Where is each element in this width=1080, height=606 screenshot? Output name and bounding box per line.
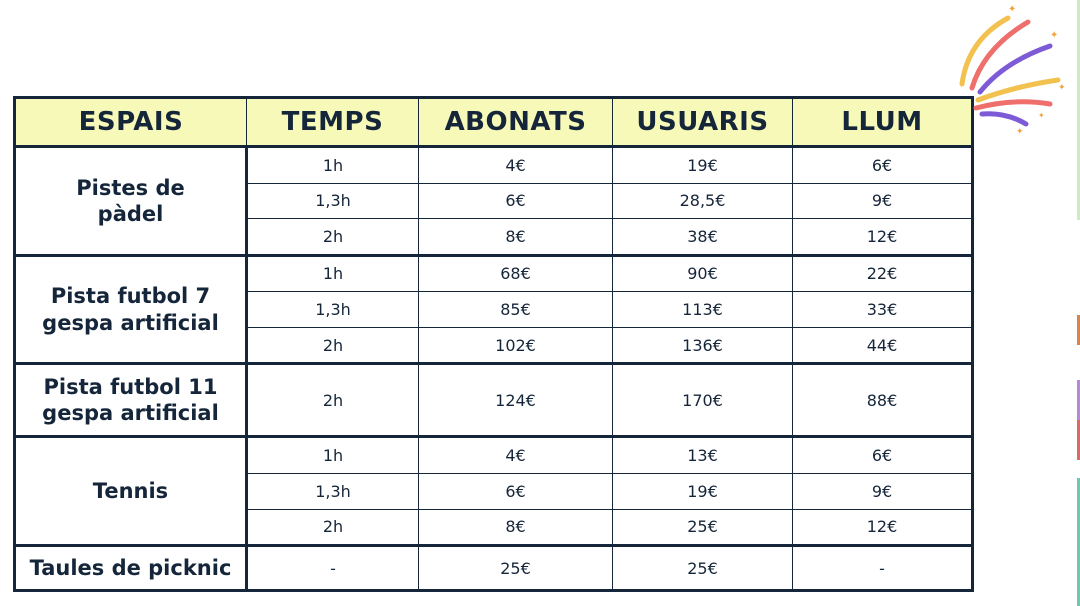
space-name: [15, 147, 247, 256]
cell-abonats: 8€: [419, 219, 613, 256]
table-row: [15, 364, 973, 437]
cell-temps: 2h: [247, 364, 419, 437]
header-usuaris: USUARIS: [613, 98, 793, 147]
space-name: [15, 364, 247, 437]
cell-usuaris: 170€: [613, 364, 793, 437]
cell-temps: 2h: [247, 327, 419, 364]
cell-llum: 12€: [793, 509, 973, 546]
header-espais: ESPAIS: [15, 98, 247, 147]
table-row: [15, 255, 973, 292]
space-name-line: gespa artificial: [42, 401, 219, 426]
space-name-line: gespa artificial: [42, 310, 219, 335]
cell-usuaris: 25€: [613, 509, 793, 546]
svg-text:✦: ✦: [1050, 30, 1059, 41]
cell-llum: 88€: [793, 364, 973, 437]
cell-usuaris: 113€: [613, 292, 793, 328]
space-name-line: Pista futbol 7: [50, 284, 211, 309]
cell-usuaris: 25€: [613, 546, 793, 591]
space-name: [15, 546, 247, 591]
header-llum: LLUM: [793, 98, 973, 147]
cell-temps: 1,3h: [247, 183, 419, 219]
table-row: [15, 147, 973, 184]
space-name-line: Tennis: [92, 479, 169, 504]
cell-abonats: 6€: [419, 183, 613, 219]
space-name-line: Pistes de: [76, 175, 185, 200]
table-row: [15, 546, 973, 591]
space-name-line: pàdel: [97, 201, 164, 226]
cell-llum: 6€: [793, 147, 973, 184]
cell-abonats: 124€: [419, 364, 613, 437]
cell-llum: 9€: [793, 474, 973, 510]
space-name-line: Taules de picknic: [29, 555, 232, 580]
svg-text:✦: ✦: [1038, 111, 1045, 120]
cell-temps: 1,3h: [247, 292, 419, 328]
svg-text:✦: ✦: [1058, 83, 1066, 93]
cell-abonats: 4€: [419, 147, 613, 184]
cell-abonats: 85€: [419, 292, 613, 328]
cell-temps: 2h: [247, 219, 419, 256]
table-body: [15, 147, 973, 591]
cell-llum: 22€: [793, 255, 973, 292]
cell-temps: -: [247, 546, 419, 591]
cell-temps: 1h: [247, 255, 419, 292]
cell-abonats: 25€: [419, 546, 613, 591]
cell-llum: 6€: [793, 437, 973, 474]
fireworks-icon: [950, 0, 1070, 140]
cell-llum: 12€: [793, 219, 973, 256]
header-temps: TEMPS: [247, 98, 419, 147]
cell-llum: 9€: [793, 183, 973, 219]
svg-text:✦: ✦: [1016, 127, 1024, 137]
header-row: [15, 98, 973, 147]
cell-usuaris: 90€: [613, 255, 793, 292]
cell-abonats: 8€: [419, 509, 613, 546]
cell-usuaris: 28,5€: [613, 183, 793, 219]
space-name: [15, 437, 247, 546]
cell-abonats: 68€: [419, 255, 613, 292]
cell-llum: 44€: [793, 327, 973, 364]
price-table: [13, 96, 974, 592]
cell-usuaris: 19€: [613, 147, 793, 184]
cell-llum: 33€: [793, 292, 973, 328]
cell-abonats: 102€: [419, 327, 613, 364]
cell-usuaris: 19€: [613, 474, 793, 510]
table-row: [15, 437, 973, 474]
cell-temps: 1h: [247, 147, 419, 184]
space-name-line: Pista futbol 11: [43, 375, 218, 400]
header-abonats: ABONATS: [419, 98, 613, 147]
svg-text:✦: ✦: [1008, 4, 1017, 15]
cell-usuaris: 38€: [613, 219, 793, 256]
space-name: [15, 255, 247, 364]
cell-usuaris: 136€: [613, 327, 793, 364]
cell-abonats: 4€: [419, 437, 613, 474]
cell-temps: 1,3h: [247, 474, 419, 510]
cell-temps: 1h: [247, 437, 419, 474]
cell-abonats: 6€: [419, 474, 613, 510]
cell-temps: 2h: [247, 509, 419, 546]
cell-usuaris: 13€: [613, 437, 793, 474]
cell-llum: -: [793, 546, 973, 591]
